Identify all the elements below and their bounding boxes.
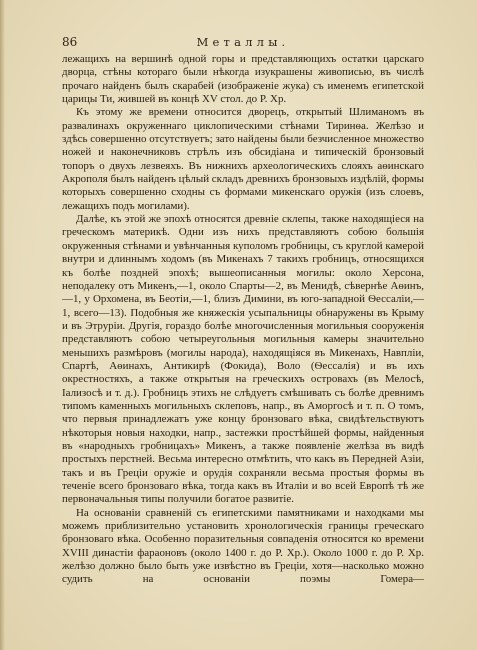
body-text bbox=[62, 53, 424, 587]
page-edge-shadow bbox=[0, 0, 5, 650]
page-header bbox=[62, 35, 424, 49]
running-title: Металлы. bbox=[196, 35, 290, 49]
paragraph: Къ этому же времени относится дворецъ, открытый Шлиманомъ въ развалинахъ окруженнаго циклопическими стѣнами Тиринѳа. Желѣзо и здѣсь совершенно отсутствуетъ; зато найдены были безчисленное множество ножей и наконечниковъ стрѣлъ изъ обсидіана и типическій бронзовый топоръ о двухъ лезвеяхъ. Въ нижнихъ археологическихъ слояхъ аѳинскаго Акрополя былъ найденъ цѣлый складъ древнихъ бронзовыхъ издѣлій, формы которыхъ совершенно сходны съ формами микенскаго оружія (изъ слоевъ, лежащихъ подъ могилами). bbox=[62, 106, 424, 212]
paragraph: лежащихъ на вершинѣ одной горы и представляющихъ остатки царскаго дворца, стѣны котораго были нѣкогда изукрашены живописью, въ числѣ прочаго найденъ былъ скарабей (изображеніе жука) съ именемъ египетской царицы Ти, жившей въ концѣ XV стол. до Р. Хр. bbox=[62, 53, 424, 106]
paragraph: На основаніи сравненій съ египетскими памятниками и находками мы можемъ приблизительно установить хронологическія границы греческаго бронзоваго вѣка. Особенно поразительныя совпаденія относятся ко времени XVIII династіи фараоновъ (около 1400 г. до Р. Хр.). Около 1000 г. до Р. Хр. желѣзо должно было быть уже извѣстно въ Греціи, хотя—насколько можно судить на основаніи поэмы Гомера— bbox=[62, 506, 424, 586]
page-number: 86 bbox=[62, 35, 78, 49]
paragraph: Далѣе, къ этой же эпохѣ относятся древніе склепы, также находящіеся на греческомъ материкѣ. Одни изъ нихъ представляютъ собою большія окруженныя стѣнами и увѣнчанныя куполомъ гробницы, съ круглой камерой внутри и длиннымъ ходомъ (въ Микенахъ 7 такихъ гробницъ, относящихся къ болѣе поздней эпохѣ; вышеописанныя могилы: около Херсона, неподалеку отъ Микенъ,—1, около Спарты—2, въ Менидѣ, сѣвернѣе Аѳинъ,—1, у Орхомена, въ Беотіи,—1, близъ Димини, въ юго-западной Ѳессаліи,—1, всего—13). Подобныя же княжескія усыпальницы обнаружены въ Крыму и въ Этруріи. Другія, гораздо болѣе многочисленныя могильныя сооруженія представляютъ собою четыреугольныя могильныя камеры значительно меньшихъ размѣровъ (могилы народа), находящіяся въ Микенахъ, Навпліи, Спартѣ, Аѳинахъ, Антикирѣ (Фокида), Воло (Ѳессалія) и въ ихъ окрестностяхъ, а также открытыя на греческихъ островахъ (въ Мелосѣ, Іализосѣ и т. д.). Гробницъ этихъ не слѣдуетъ смѣшивать съ болѣе древнимъ типомъ каменныхъ могильныхъ склеповъ, напр., въ Аморгосѣ и т. п. О томъ, что первыя принадлежатъ уже концу бронзоваго вѣка, свидѣтельствуютъ нѣкоторыя новыя находки, напр., застежки простѣйшей формы, найденныя въ «народныхъ гробницахъ» Микенъ, а также появленіе желѣза въ видѣ простыхъ перстней. Весьма интересно отмѣтить, что какъ въ Передней Азіи, такъ и въ Греціи оружіе и орудія сохраняли весьма простыя формы въ теченіе всего бронзоваго вѣка, тогда какъ въ Италіи и во всей Европѣ тѣ же первоначальныя типы получили богатое развитіе. bbox=[62, 213, 424, 506]
